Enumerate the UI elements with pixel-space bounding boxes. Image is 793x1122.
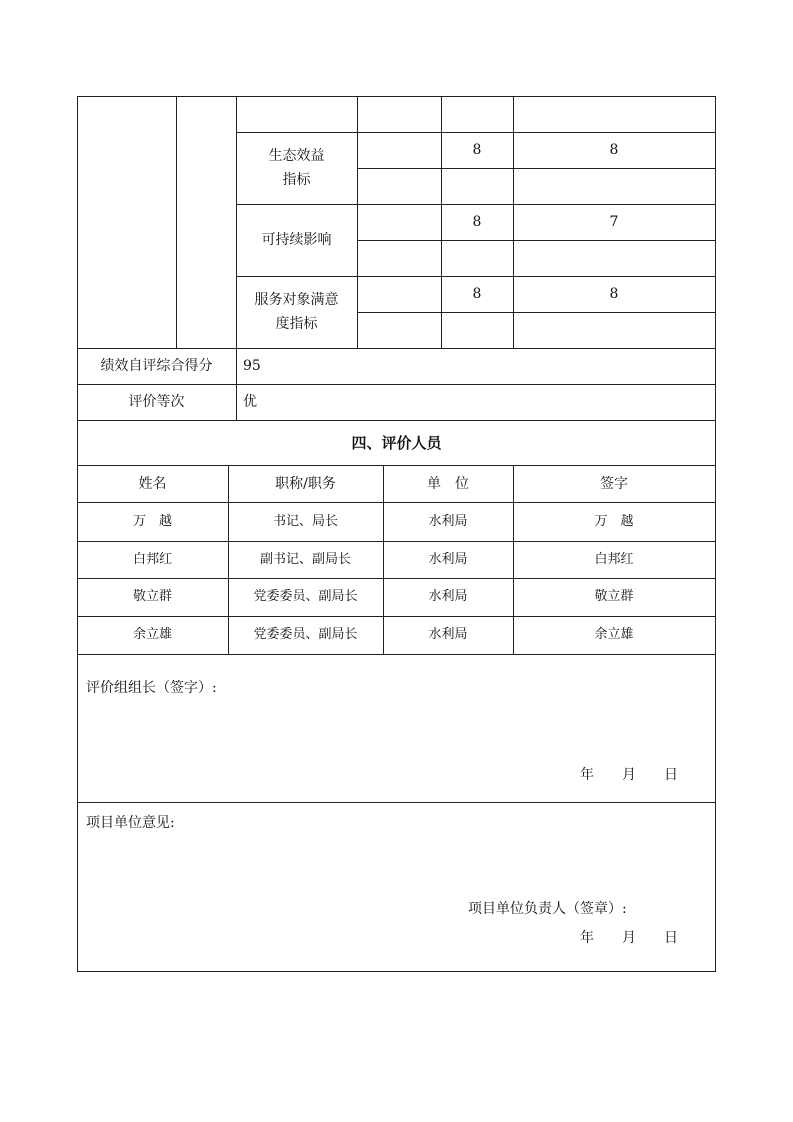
person-title: 副书记、副局长 [259,551,351,567]
border-bottom [77,971,716,972]
person-title: 党委委员、副局长 [253,627,358,642]
person-title: 书记、局长 [272,513,338,529]
person-name: 白邦红 [132,551,172,567]
row-line [77,654,716,655]
indicator-name: 服务对象满意 度指标 [254,292,339,332]
indicator-score: 8 [472,286,482,302]
header-title: 职称/职务 [275,475,336,492]
person-name: 万 越 [132,513,172,529]
border-top [77,96,716,97]
person-name: 余立雄 [132,627,172,642]
person-title: 党委委员、副局长 [253,589,358,604]
opinion-date: 年 月 日 [580,930,678,946]
header-name: 姓名 [138,475,167,492]
header-signature: 签字 [600,475,628,492]
grade-label: 评价等次 [128,394,185,410]
row-line [357,168,716,169]
person-signature: 白邦红 [594,551,634,567]
row-line [77,802,716,803]
border-right [715,96,716,972]
person-unit: 水利局 [428,589,468,604]
section-title: 四、评价人员 [351,433,442,452]
indicator-score: 7 [609,214,619,230]
indicator-score: 8 [472,142,482,158]
leader-label: 评价组组长（签字）: [86,680,217,696]
responsible-label: 项目单位负责人（签章）: [468,901,627,917]
indicator-name: 生态效益 指标 [268,148,325,188]
grade-value: 优 [243,394,257,410]
col-line [176,96,177,348]
indicator-score: 8 [609,142,619,158]
person-signature: 万 越 [594,513,634,529]
person-signature: 敬立群 [594,589,634,604]
person-signature: 余立雄 [594,627,634,642]
person-name: 敬立群 [132,589,172,604]
indicator-score: 8 [609,286,619,302]
leader-date: 年 月 日 [580,767,678,783]
indicator-score: 8 [472,214,482,230]
row-line [357,240,716,241]
col-line [357,96,358,348]
indicator-name: 可持续影响 [261,232,332,248]
person-unit: 水利局 [428,627,468,642]
person-unit: 水利局 [428,551,468,567]
person-unit: 水利局 [428,513,468,529]
opinion-label: 项目单位意见: [86,815,175,831]
row-line [357,312,716,313]
score-label: 绩效自评综合得分 [100,358,213,374]
header-unit: 单 位 [427,475,469,492]
score-value: 95 [243,358,261,374]
